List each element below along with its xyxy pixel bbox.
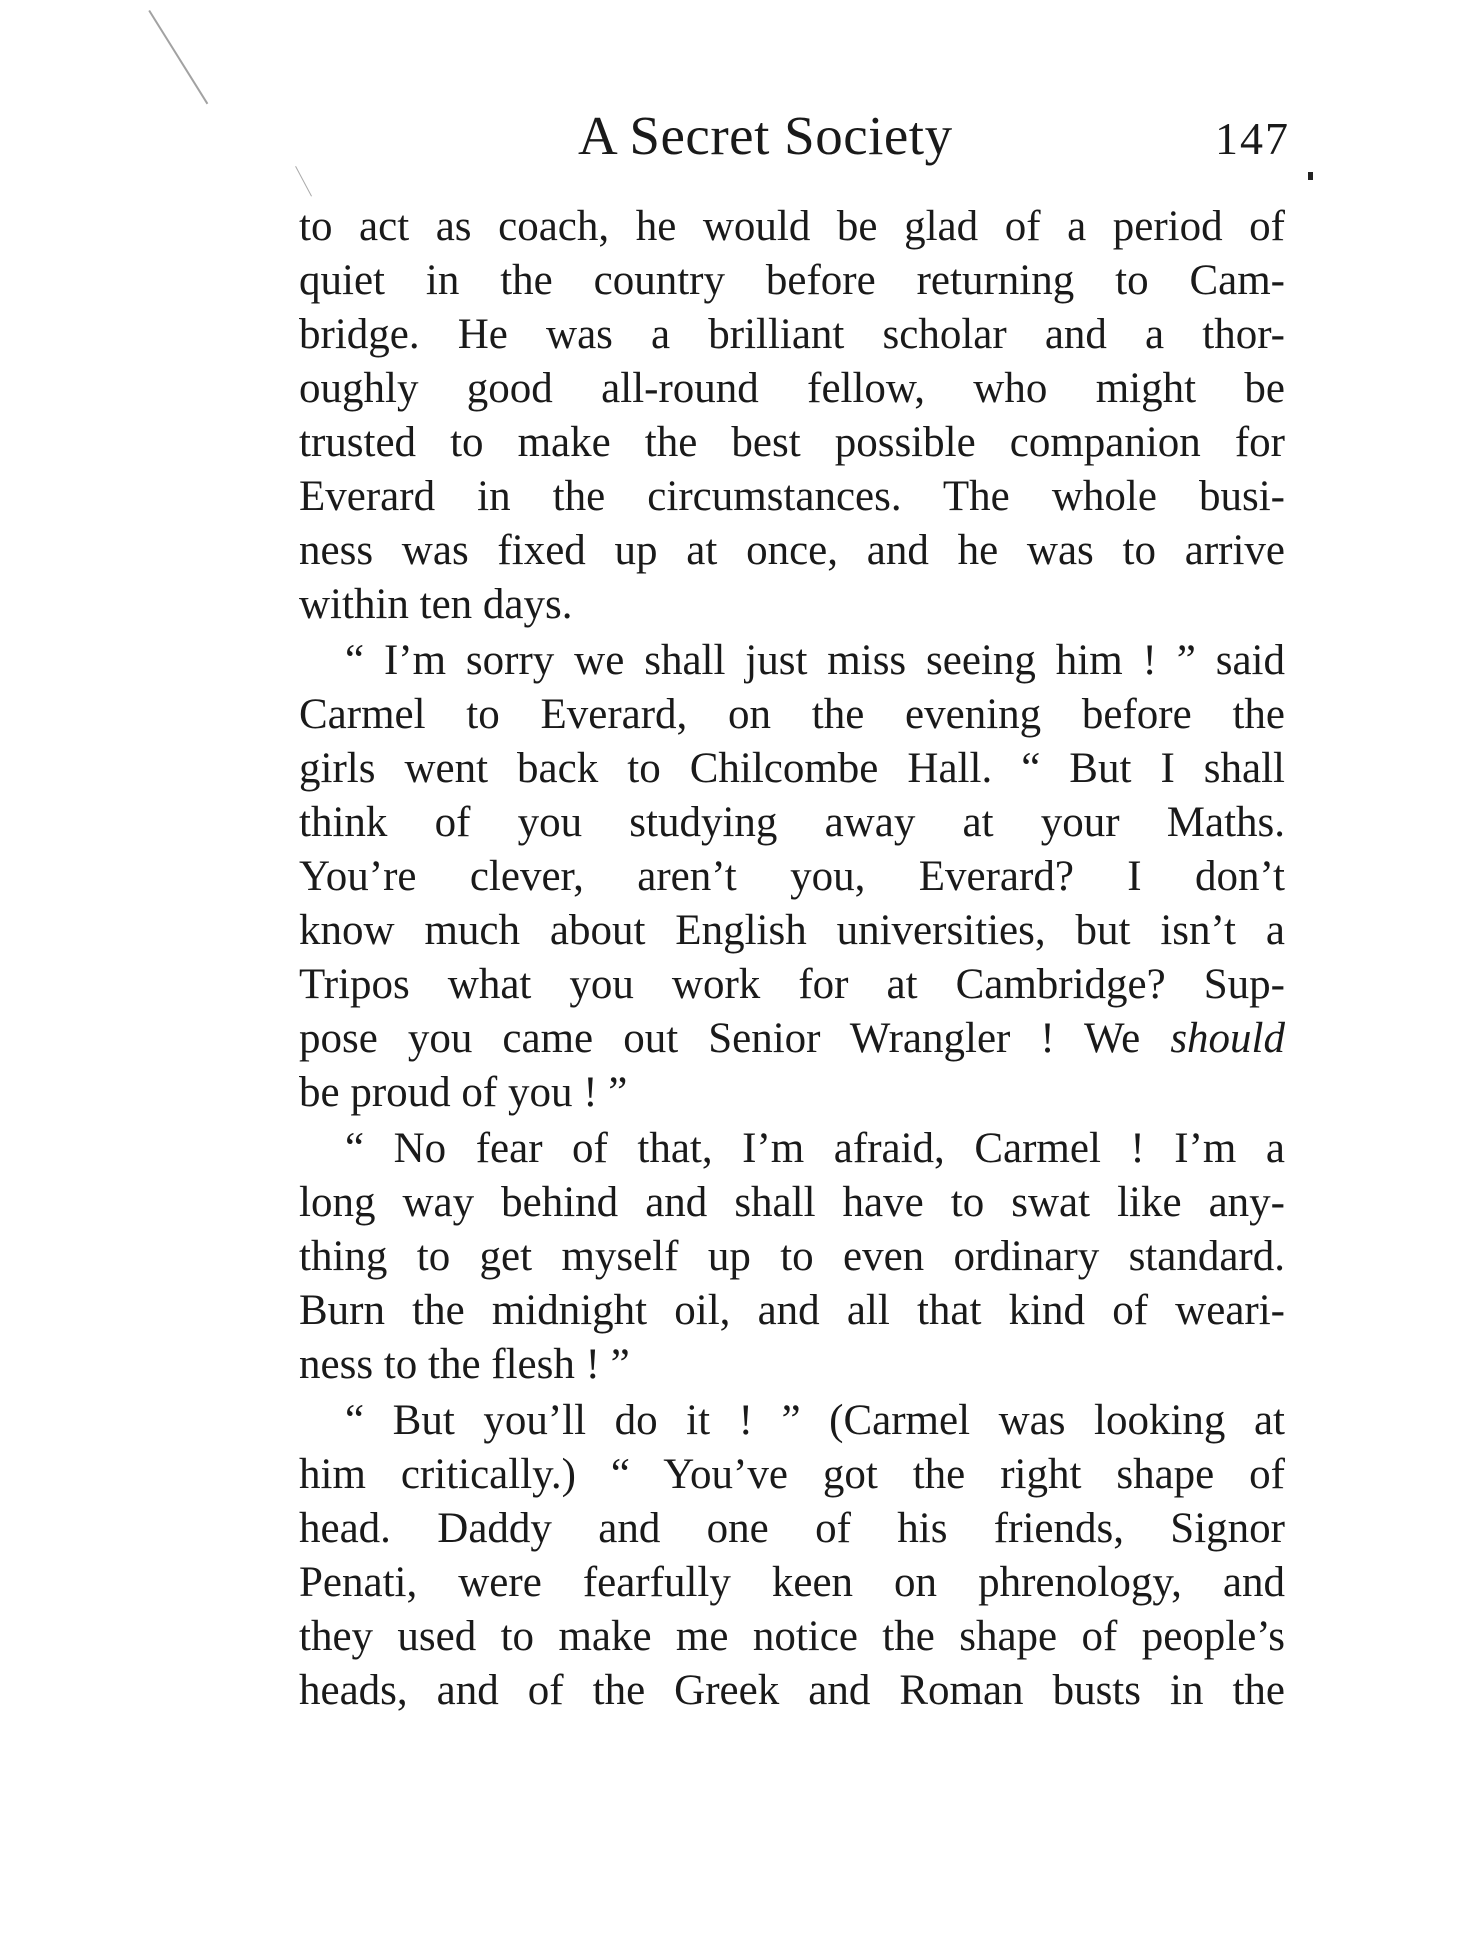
text-line: Everard in the circumstances. The whole busi- — [299, 473, 1285, 520]
text-line: within ten days. — [299, 581, 573, 628]
text-line: Tripos what you work for at Cambridge? Sup- — [299, 961, 1285, 1008]
scan-dot-mark — [1308, 172, 1313, 180]
text-line: him critically.) “ You’ve got the right shape of — [299, 1451, 1285, 1498]
text-line: they used to make me notice the shape of people’s — [299, 1613, 1285, 1660]
text-line: You’re clever, aren’t you, Everard? I don’t — [299, 853, 1285, 900]
page-number: 147 — [1215, 113, 1290, 164]
page-header — [300, 96, 1290, 176]
text-line: heads, and of the Greek and Roman busts in the — [299, 1667, 1285, 1714]
text-line: quiet in the country before returning to Cam- — [299, 257, 1285, 304]
italic-word: should — [1170, 1015, 1285, 1062]
text-line: Penati, were fearfully keen on phrenology, and — [299, 1559, 1285, 1606]
text-line — [299, 1012, 1285, 1066]
text-line: thing to get myself up to even ordinary standard. — [299, 1233, 1285, 1280]
body-text — [299, 200, 1285, 1718]
text-line: to act as coach, he would be glad of a period of — [299, 203, 1285, 250]
text-line: ness to the flesh ! ” — [299, 1341, 630, 1388]
running-title: A Secret Society — [578, 105, 953, 166]
text-line: Burn the midnight oil, and all that kind of weari- — [299, 1287, 1285, 1334]
text-line: think of you studying away at your Maths. — [299, 799, 1285, 846]
text-line: “ But you’ll do it ! ” (Carmel was looking at — [345, 1397, 1285, 1444]
text-line: oughly good all-round fellow, who might be — [299, 365, 1285, 412]
text-line: head. Daddy and one of his friends, Signor — [299, 1505, 1285, 1552]
text-line: “ No fear of that, I’m afraid, Carmel ! I’m a — [345, 1125, 1285, 1172]
text-line: “ I’m sorry we shall just miss seeing him ! ” said — [345, 637, 1285, 684]
text-line: Carmel to Everard, on the evening before the — [299, 691, 1285, 738]
text-line: bridge. He was a brilliant scholar and a thor- — [299, 311, 1285, 358]
text-line-roman: pose you came out Senior Wrangler ! We — [299, 1015, 1171, 1062]
text-line: ness was fixed up at once, and he was to arrive — [299, 527, 1285, 574]
text-line: know much about English universities, but isn’t a — [299, 907, 1285, 954]
scan-stroke-mark — [148, 10, 208, 104]
text-line: be proud of you ! ” — [299, 1069, 628, 1116]
text-line: girls went back to Chilcombe Hall. “ But I shall — [299, 745, 1285, 792]
text-line: long way behind and shall have to swat like any- — [299, 1179, 1285, 1226]
text-line: trusted to make the best possible companion for — [299, 419, 1285, 466]
